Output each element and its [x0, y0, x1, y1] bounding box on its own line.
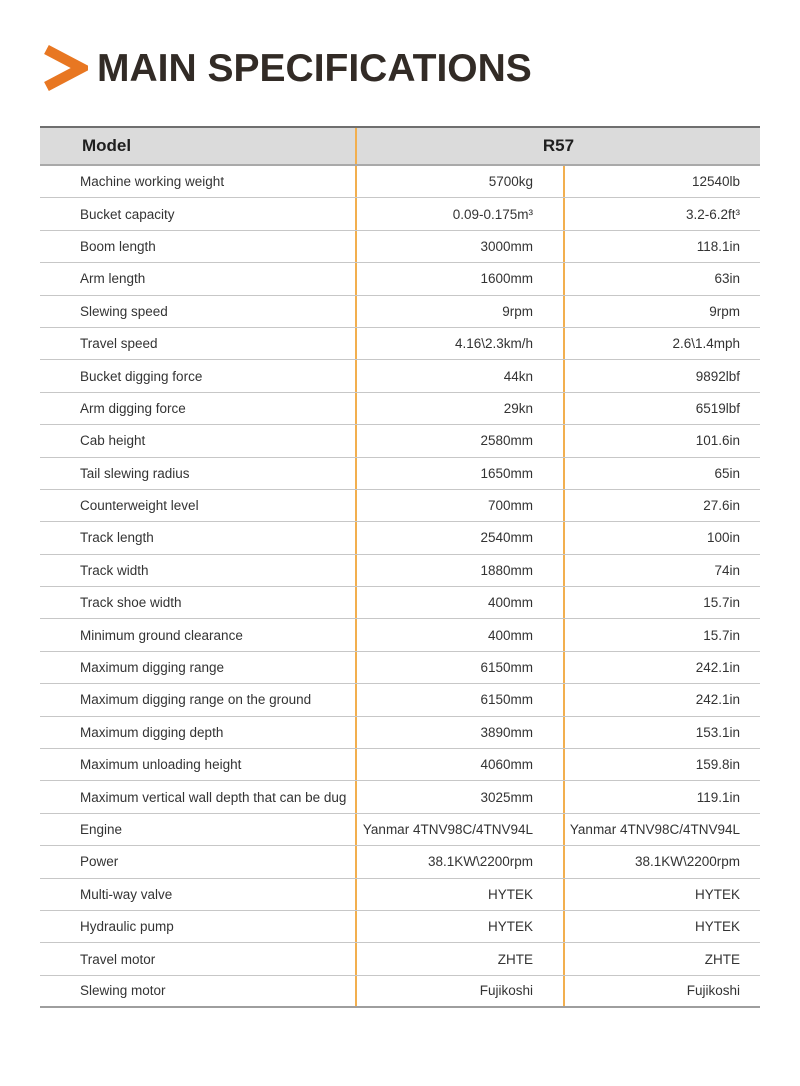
spec-value-metric: 4.16\2.3km/h [357, 328, 565, 359]
chevron-right-icon [40, 44, 88, 92]
spec-value-metric: 0.09-0.175m³ [357, 198, 565, 229]
spec-label: Track length [40, 522, 357, 553]
spec-label: Cab height [40, 425, 357, 456]
table-row [40, 684, 760, 716]
spec-label: Machine working weight [40, 166, 357, 197]
spec-table-header-row [40, 126, 760, 166]
spec-table [40, 126, 760, 1008]
table-row [40, 846, 760, 878]
spec-value-metric: 2580mm [357, 425, 565, 456]
spec-value-imperial: 159.8in [695, 757, 740, 773]
page-title: MAIN SPECIFICATIONS [97, 46, 532, 90]
spec-value-metric: 6150mm [357, 652, 565, 683]
page-header [40, 44, 532, 92]
spec-value-metric: Yanmar 4TNV98C/4TNV94L [357, 814, 565, 845]
spec-label: Slewing motor [40, 976, 357, 1006]
spec-value-metric: 9rpm [357, 296, 565, 327]
spec-value-metric: 4060mm [357, 749, 565, 780]
spec-value-metric: 1600mm [357, 263, 565, 294]
table-row [40, 814, 760, 846]
spec-value-imperial: 65in [714, 465, 740, 481]
table-row [40, 587, 760, 619]
spec-value-metric: 3890mm [357, 717, 565, 748]
spec-value-imperial: Yanmar 4TNV98C/4TNV94L [569, 822, 740, 837]
spec-value-imperial: 15.7in [703, 595, 740, 611]
spec-value-metric: ZHTE [357, 943, 565, 974]
spec-label: Maximum digging depth [40, 717, 357, 748]
table-row [40, 717, 760, 749]
spec-value-metric: 1650mm [357, 458, 565, 489]
table-row [40, 296, 760, 328]
spec-value-imperial: 3.2-6.2ft³ [685, 206, 740, 222]
spec-value-imperial: Fujikoshi [686, 983, 740, 999]
table-row [40, 231, 760, 263]
spec-value-metric: Fujikoshi [357, 976, 565, 1006]
table-row [40, 943, 760, 975]
spec-value-metric: 700mm [357, 490, 565, 521]
table-row [40, 976, 760, 1008]
spec-value-imperial: HYTEK [694, 919, 740, 935]
spec-value-imperial: 9rpm [709, 303, 740, 319]
spec-value-metric: 3025mm [357, 781, 565, 812]
table-row [40, 328, 760, 360]
spec-value-imperial: 38.1KW\2200rpm [634, 854, 740, 870]
spec-value-metric: 400mm [357, 587, 565, 618]
spec-label: Arm length [40, 263, 357, 294]
table-row [40, 911, 760, 943]
spec-value-imperial: 118.1in [696, 238, 740, 254]
spec-label: Multi-way valve [40, 879, 357, 910]
spec-value-metric: 29kn [357, 393, 565, 424]
spec-label: Maximum digging range on the ground [40, 684, 357, 715]
spec-label: Travel motor [40, 943, 357, 974]
spec-value-imperial: 74in [714, 562, 740, 578]
spec-label: Track width [40, 555, 357, 586]
spec-value-imperial: 101.6in [695, 433, 740, 449]
spec-label: Power [40, 846, 357, 877]
header-model-label: Model [40, 128, 357, 164]
spec-label: Bucket digging force [40, 360, 357, 391]
table-row [40, 166, 760, 198]
spec-value-imperial: 100in [706, 530, 740, 546]
spec-value-imperial: 6519lbf [695, 400, 740, 416]
spec-label: Hydraulic pump [40, 911, 357, 942]
table-row [40, 425, 760, 457]
spec-value-metric: 400mm [357, 619, 565, 650]
spec-table-body [40, 166, 760, 1008]
spec-value-imperial: 153.1in [695, 724, 740, 740]
spec-value-imperial: 12540lb [691, 174, 740, 190]
spec-label: Counterweight level [40, 490, 357, 521]
table-row [40, 263, 760, 295]
spec-value-imperial: 63in [714, 271, 740, 287]
spec-label: Maximum digging range [40, 652, 357, 683]
spec-label: Slewing speed [40, 296, 357, 327]
table-row [40, 490, 760, 522]
spec-value-imperial: 242.1in [695, 660, 740, 676]
table-row [40, 879, 760, 911]
table-row [40, 652, 760, 684]
spec-label: Bucket capacity [40, 198, 357, 229]
spec-label: Minimum ground clearance [40, 619, 357, 650]
spec-label: Tail slewing radius [40, 458, 357, 489]
spec-value-imperial: 15.7in [703, 627, 740, 643]
table-row [40, 555, 760, 587]
spec-value-metric: 2540mm [357, 522, 565, 553]
table-row [40, 458, 760, 490]
spec-label: Boom length [40, 231, 357, 262]
spec-label: Engine [40, 814, 357, 845]
spec-value-metric: 44kn [357, 360, 565, 391]
spec-value-metric: 38.1KW\2200rpm [357, 846, 565, 877]
spec-value-imperial: HYTEK [694, 886, 740, 902]
table-row [40, 393, 760, 425]
spec-value-imperial: 9892lbf [695, 368, 740, 384]
spec-value-metric: 1880mm [357, 555, 565, 586]
spec-value-imperial: 119.1in [696, 789, 740, 805]
spec-value-metric: 6150mm [357, 684, 565, 715]
header-model-value: R57 [542, 136, 575, 155]
table-row [40, 749, 760, 781]
spec-value-metric: HYTEK [357, 911, 565, 942]
table-row [40, 619, 760, 651]
spec-value-imperial: ZHTE [704, 951, 740, 967]
spec-label: Maximum vertical wall depth that can be dug [40, 781, 357, 812]
table-row [40, 198, 760, 230]
spec-value-imperial: 2.6\1.4mph [672, 336, 740, 352]
spec-value-imperial: 27.6in [703, 498, 740, 514]
spec-value-metric: HYTEK [357, 879, 565, 910]
spec-label: Track shoe width [40, 587, 357, 618]
spec-label: Arm digging force [40, 393, 357, 424]
spec-value-imperial: 242.1in [695, 692, 740, 708]
table-row [40, 360, 760, 392]
spec-value-metric: 3000mm [357, 231, 565, 262]
table-row [40, 522, 760, 554]
spec-label: Maximum unloading height [40, 749, 357, 780]
spec-value-metric: 5700kg [357, 166, 565, 197]
spec-label: Travel speed [40, 328, 357, 359]
table-row [40, 781, 760, 813]
